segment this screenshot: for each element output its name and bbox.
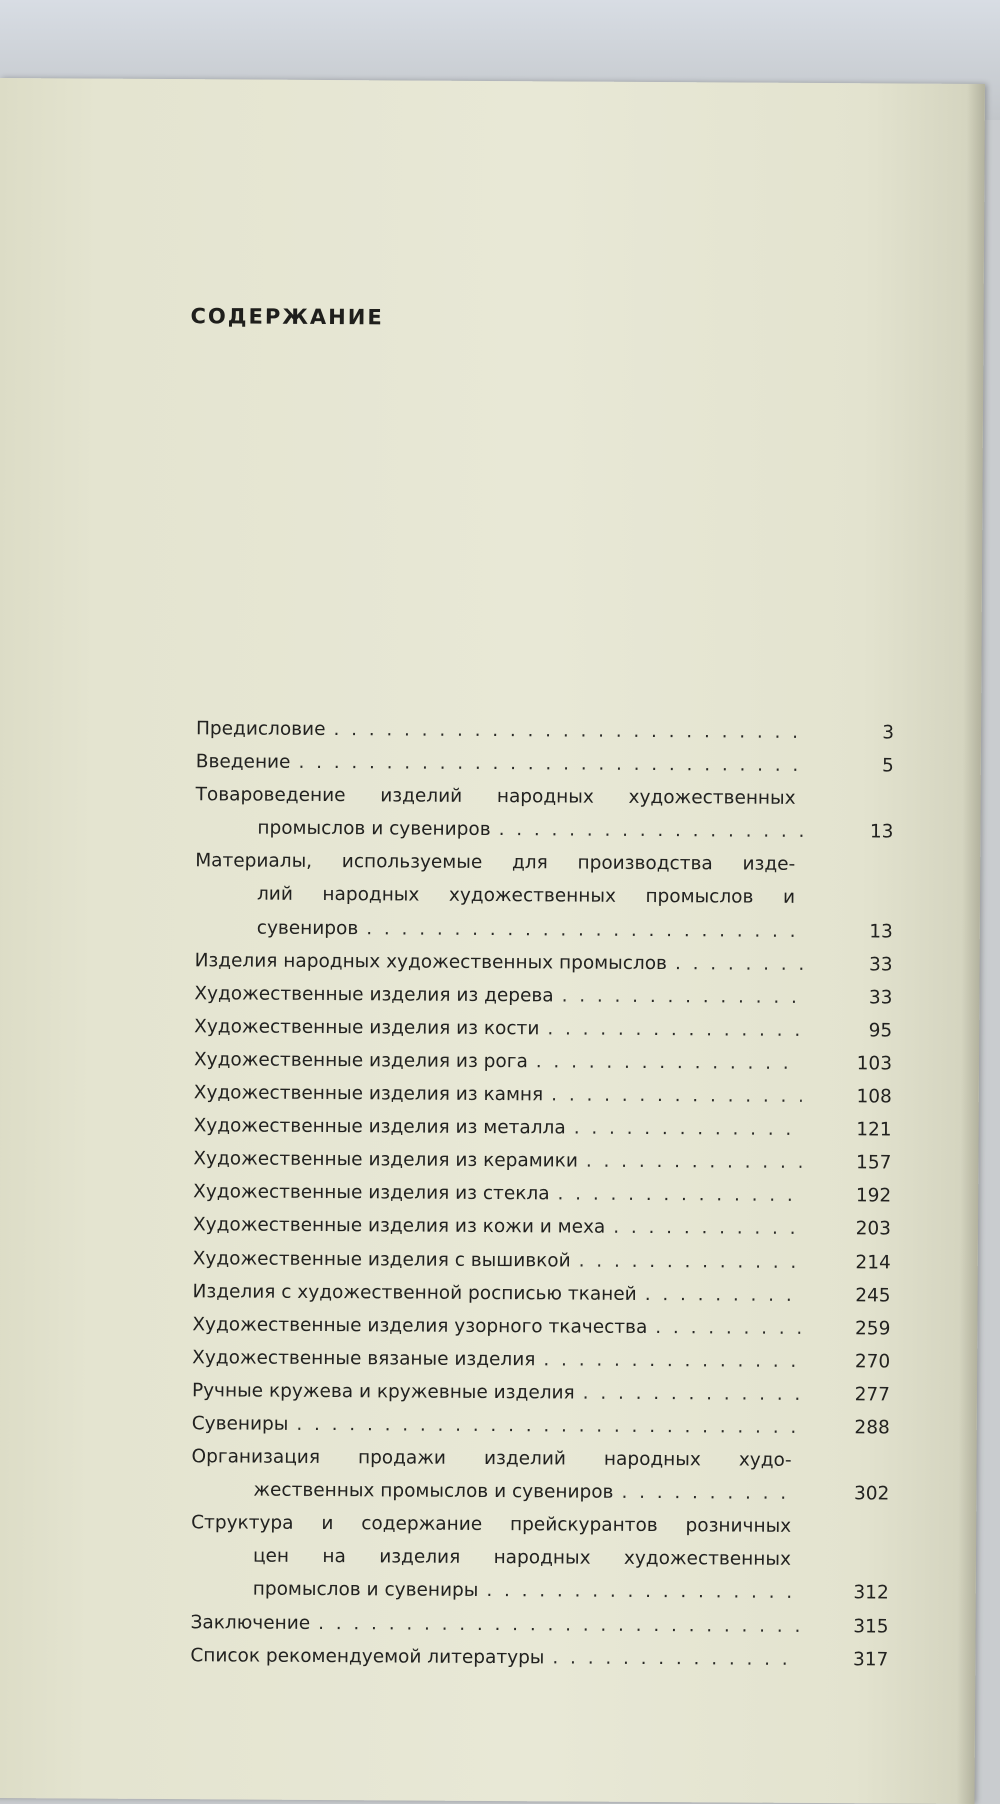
toc-page-number: 192 xyxy=(855,1185,892,1207)
toc-entry-title: Художественные изделия из керамики xyxy=(193,1148,578,1172)
toc-entry-line xyxy=(193,1176,891,1213)
toc-entry xyxy=(194,1109,892,1146)
book-page xyxy=(0,78,985,1804)
toc-entry xyxy=(194,1010,892,1047)
toc-page-number: 270 xyxy=(854,1351,891,1373)
toc-dot-leader xyxy=(549,1178,801,1213)
toc-dot-leader xyxy=(539,1012,802,1047)
toc-dot-leader xyxy=(544,1641,798,1676)
toc-entry-title: Материалы, используемые для производства изде- xyxy=(195,850,796,876)
toc-page-number: 277 xyxy=(854,1384,891,1406)
toc-entry-line xyxy=(196,745,894,782)
toc-entry-line xyxy=(193,1242,891,1279)
toc-entry-title: Введение xyxy=(195,751,291,773)
toc-entry-title: Художественные вязаные изделия xyxy=(192,1346,536,1371)
toc-dot-leader xyxy=(667,947,803,981)
toc-page-number: 245 xyxy=(855,1284,891,1307)
toc-dot-leader xyxy=(491,813,804,848)
toc-page-number: 302 xyxy=(853,1483,890,1505)
toc-dot-leader xyxy=(310,1606,799,1642)
toc-entry-line xyxy=(191,1573,889,1610)
toc-entry xyxy=(196,745,894,782)
toc-entry-line xyxy=(193,1209,891,1246)
toc-entry xyxy=(195,944,893,981)
toc-entry xyxy=(194,1043,892,1080)
toc-entry-title: Изделия народных художественных промыслов xyxy=(194,949,668,974)
toc-entry-title: промыслов и сувениров xyxy=(257,817,491,841)
toc-page-number: 214 xyxy=(855,1251,891,1273)
toc-entry-line xyxy=(195,811,893,848)
toc-entry-title: Структура и содержание прейскурантов розничных xyxy=(191,1512,792,1538)
toc-page-number: 317 xyxy=(852,1648,889,1671)
toc-page-number: 95 xyxy=(868,1020,893,1042)
toc-entry-title: Художественные изделия с вышивкой xyxy=(192,1247,571,1272)
toc-entry-line xyxy=(194,977,892,1014)
toc-entry-line xyxy=(191,1540,889,1577)
toc-entry-line xyxy=(190,1606,888,1643)
toc-entry-title: Художественные изделия узорного ткачества xyxy=(192,1313,648,1338)
toc-dot-leader xyxy=(290,746,804,782)
toc-entry xyxy=(196,712,894,749)
toc-entry-line xyxy=(195,845,893,882)
toc-entry-line xyxy=(196,712,894,749)
toc-page-number: 108 xyxy=(856,1086,892,1108)
contents-heading: СОДЕРЖАНИЕ xyxy=(190,304,384,330)
toc-dot-leader xyxy=(578,1145,802,1179)
toc-dot-leader xyxy=(613,1476,799,1510)
toc-dot-leader xyxy=(288,1408,800,1444)
toc-entry-line xyxy=(193,1142,891,1179)
toc-page-number: 259 xyxy=(855,1317,891,1340)
toc-dot-leader xyxy=(358,912,803,948)
toc-page-number: 157 xyxy=(856,1152,892,1174)
toc-entry-line xyxy=(195,878,893,915)
toc-dot-leader xyxy=(543,1078,802,1113)
toc-entry-title: Художественные изделия из дерева xyxy=(194,982,554,1007)
toc-entry-title: Художественные изделия из металла xyxy=(193,1115,566,1139)
toc-entry-title: Художественные изделия из кожи и меха xyxy=(192,1214,606,1239)
toc-entry-line xyxy=(192,1374,890,1411)
toc-entry-title: лий народных художественных промыслов и xyxy=(256,884,796,909)
toc-dot-leader xyxy=(325,713,804,749)
toc-dot-leader xyxy=(528,1045,802,1080)
toc-page-number: 13 xyxy=(869,920,893,943)
toc-entry-title: жественных промыслов и сувениров xyxy=(253,1479,614,1503)
toc-entry-line xyxy=(194,1076,892,1113)
toc-dot-leader xyxy=(637,1278,801,1312)
toc-entry-line xyxy=(190,1639,888,1676)
toc-entry-line xyxy=(192,1407,890,1444)
toc-entry xyxy=(194,977,892,1014)
toc-entry-title: Предисловие xyxy=(195,718,326,741)
toc-entry xyxy=(193,1176,891,1213)
toc-page-number: 13 xyxy=(869,821,894,843)
toc-dot-leader xyxy=(566,1112,802,1147)
toc-entry-title: Художественные изделия из кости xyxy=(194,1016,540,1040)
toc-entry-line xyxy=(194,1109,892,1146)
toc-entry xyxy=(192,1308,890,1345)
toc-dot-leader xyxy=(478,1574,799,1609)
toc-entry-title: цен на изделия народных художественных xyxy=(252,1545,792,1571)
toc-entry-title: Список рекомендуемой литературы xyxy=(190,1644,545,1668)
toc-entry xyxy=(192,1407,890,1444)
toc-entry-line xyxy=(192,1308,890,1345)
page-edge-shadow xyxy=(956,84,985,1804)
toc-entry-line xyxy=(194,1043,892,1080)
toc-entry-line xyxy=(194,1010,892,1047)
toc-entry-line xyxy=(191,1506,889,1543)
toc-dot-leader xyxy=(554,979,803,1014)
toc-entry-title: Организация продажи изделий народных худо- xyxy=(191,1446,792,1471)
toc-entry xyxy=(192,1275,890,1312)
toc-entry-line xyxy=(192,1275,890,1312)
toc-entry-title: Изделия с художественной росписью тканей xyxy=(192,1280,637,1305)
toc-entry-title: промыслов и сувениры xyxy=(252,1579,479,1602)
toc-entry xyxy=(195,778,893,848)
toc-page-number: 121 xyxy=(856,1119,892,1141)
toc-page-number: 312 xyxy=(853,1582,889,1604)
toc-entry xyxy=(194,1076,892,1113)
toc-entry xyxy=(190,1606,888,1643)
toc-page-number: 5 xyxy=(881,755,894,777)
table-of-contents xyxy=(190,712,894,1676)
toc-entry-line xyxy=(192,1341,890,1378)
toc-entry-title: Художественные изделия из стекла xyxy=(193,1181,550,1205)
toc-entry xyxy=(191,1440,889,1510)
toc-dot-leader xyxy=(535,1343,800,1378)
toc-dot-leader xyxy=(605,1211,801,1245)
toc-page-number: 3 xyxy=(882,722,895,744)
toc-entry-title: Художественные изделия из камня xyxy=(193,1082,544,1106)
toc-entry-title: Художественные изделия из рога xyxy=(193,1049,528,1073)
toc-entry xyxy=(193,1242,891,1279)
toc-entry xyxy=(193,1209,891,1246)
toc-entry xyxy=(191,1506,890,1610)
toc-entry xyxy=(192,1341,890,1378)
toc-entry-line xyxy=(195,911,893,948)
toc-entry xyxy=(190,1639,888,1676)
toc-entry-title: Заключение xyxy=(190,1611,311,1634)
toc-page-number: 288 xyxy=(854,1417,890,1439)
toc-dot-leader xyxy=(647,1311,800,1345)
toc-entry-title: Товароведение изделий народных художественных xyxy=(195,784,796,810)
toc-entry xyxy=(192,1374,890,1411)
toc-entry-line xyxy=(191,1473,889,1510)
toc-page-number: 103 xyxy=(856,1053,893,1075)
toc-entry-title: сувениров xyxy=(256,917,359,939)
toc-entry-title: Ручные кружева и кружевные изделия xyxy=(191,1380,575,1404)
toc-page-number: 33 xyxy=(868,953,893,976)
toc-entry-line xyxy=(195,944,893,981)
toc-page-number: 315 xyxy=(853,1615,889,1637)
toc-page-number: 203 xyxy=(855,1218,892,1240)
toc-entry-line xyxy=(196,778,894,815)
toc-dot-leader xyxy=(575,1376,800,1410)
toc-dot-leader xyxy=(571,1244,801,1278)
toc-entry xyxy=(195,845,894,949)
toc-entry xyxy=(193,1142,891,1179)
toc-page-number: 33 xyxy=(868,987,893,1009)
toc-entry-title: Сувениры xyxy=(191,1413,289,1435)
toc-entry-line xyxy=(191,1440,889,1477)
